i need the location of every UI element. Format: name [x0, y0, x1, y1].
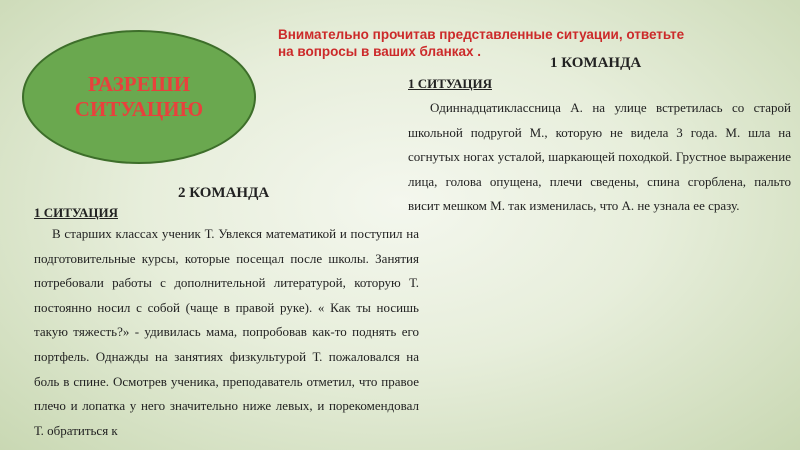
team1-situation-label: 1 СИТУАЦИЯ	[408, 76, 492, 91]
team2-heading: 2 КОМАНДА	[178, 185, 270, 201]
team1-situation-text: Одиннадцатиклассница А. на улице встретилась со старой школьной подругой М., которую не видела 3 года. М. шла на согнутых ногах усталой, шаркающей походкой. Грустное выражение лица, голова опущена, плечи сведены, спина сгорблена, пальто висит мешком М. так изменилась, что А. не узнала ее сразу.	[408, 100, 791, 213]
instruction-text: Внимательно прочитав представленные ситуации, ответьте на вопросы в ваших бланках .	[278, 27, 685, 59]
title-badge	[22, 30, 256, 164]
team2-situation-text: В старших классах ученик Т. Увлекся математикой и поступил на подготовительные курсы, которые посещал после школы. Занятия потребовали работы с дополнительной литературой, которую Т. постоянно носил с собой (чаще в правой руке). « Как ты носишь такую тяжесть?» - удивилась мама, попробовав как-то поднять его портфель. Однажды на занятиях физкультурой Т. пожаловался на боль в спине. Осмотрев ученика, преподаватель отметил, что правое плечо и лопатка у него значительно ниже левых, и порекомендовал Т. обратиться к	[34, 226, 419, 438]
team2-situation-label: 1 СИТУАЦИЯ	[34, 205, 118, 220]
title-badge-text: РАЗРЕШИ СИТУАЦИЮ	[74, 72, 204, 121]
team1-heading: 1 КОМАНДА	[550, 55, 642, 71]
